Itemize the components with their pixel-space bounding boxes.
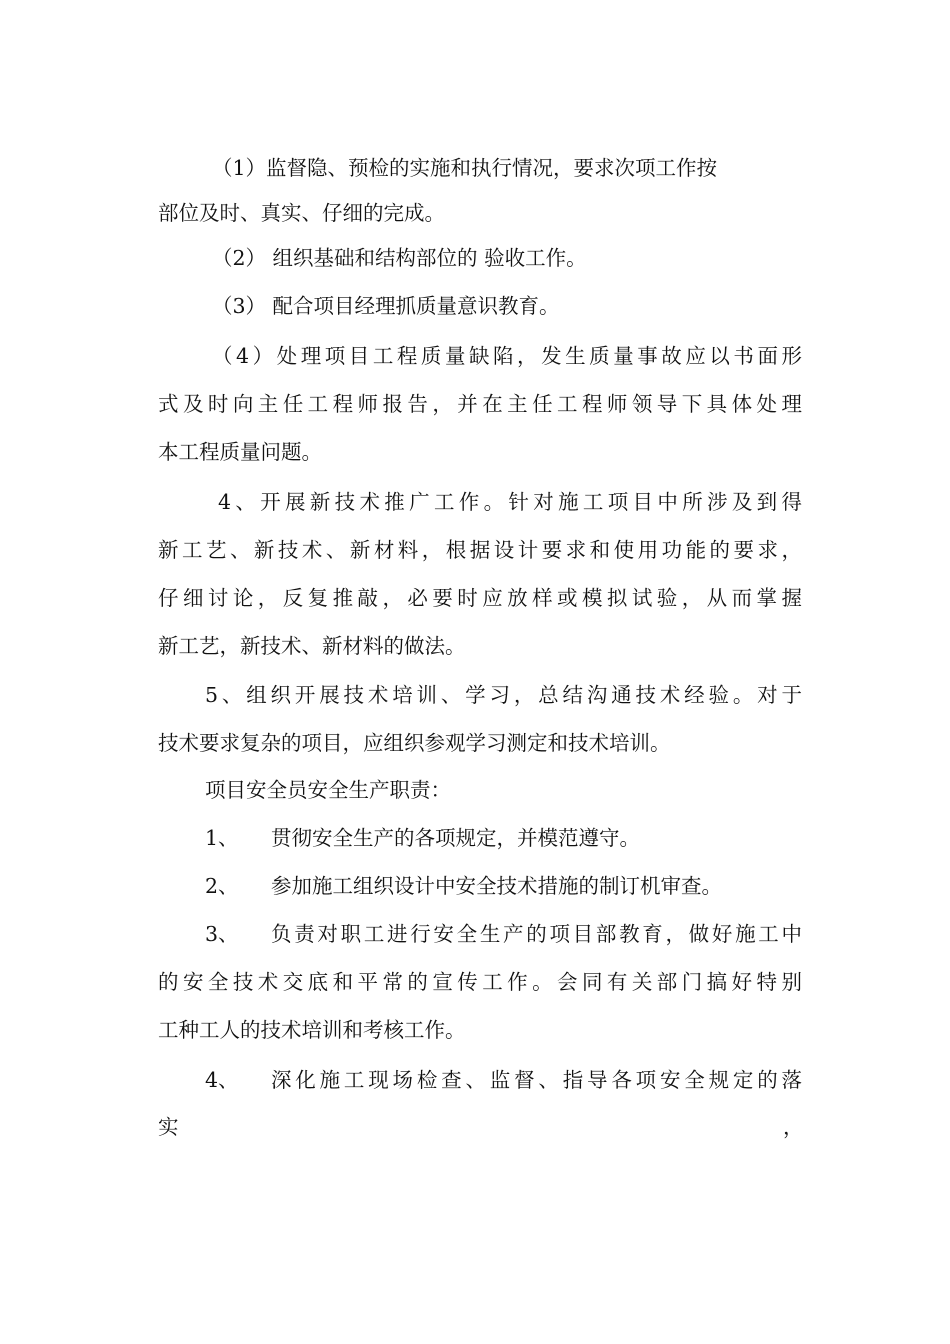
paragraph-line: 式及时向主任工程师报告，并在主任工程师领导下具体处理	[158, 392, 802, 416]
section-heading: 项目安全员安全生产职责：	[205, 778, 451, 802]
list-number: 2、	[205, 874, 239, 898]
list-item-text: 参加施工组织设计中安全技术措施的制订机审查。	[271, 874, 722, 898]
paragraph-line: 本工程质量问题。	[158, 440, 322, 464]
paragraph-line: 新工艺，新技术、新材料的做法。	[158, 634, 466, 658]
list-item	[205, 920, 802, 948]
paragraph-line: 4、开展新技术推广工作。针对施工项目中所涉及到得	[218, 490, 802, 514]
paragraph-line: 的安全技术交底和平常的宣传工作。会同有关部门搞好特别	[158, 970, 802, 994]
paragraph-line: 5、组织开展技术培训、学习，总结沟通技术经验。对于	[205, 683, 802, 707]
list-item	[205, 824, 640, 852]
paragraph-line: 仔细讨论，反复推敲，必要时应放样或模拟试验，从而掌握	[158, 586, 802, 610]
list-item	[205, 1066, 802, 1094]
paragraph-line: 实	[158, 1115, 179, 1139]
list-number: 3、	[205, 922, 239, 946]
list-item-text: 贯彻安全生产的各项规定，并模范遵守。	[271, 826, 640, 850]
paragraph-line: 新工艺、新技术、新材料，根据设计要求和使用功能的要求，	[158, 538, 802, 562]
list-number: 1、	[205, 826, 239, 850]
trailing-comma: ，	[783, 1115, 804, 1139]
paragraph-line: 工种工人的技术培训和考核工作。	[158, 1018, 466, 1042]
paragraph-line: 技术要求复杂的项目，应组织参观学习测定和技术培训。	[158, 731, 671, 755]
paragraph-line: （3） 配合项目经理抓质量意识教育。	[212, 294, 560, 318]
paragraph-line: 部位及时、真实、仔细的完成。	[158, 201, 445, 225]
list-item-text: 负责对职工进行安全生产的项目部教育，做好施工中	[271, 922, 802, 946]
paragraph-line: （2） 组织基础和结构部位的 验收工作。	[212, 246, 587, 270]
paragraph-line: （4）处理项目工程质量缺陷，发生质量事故应以书面形	[212, 344, 802, 368]
list-number: 4、	[205, 1068, 239, 1092]
list-item	[205, 872, 722, 900]
list-item-text: 深化施工现场检查、监督、指导各项安全规定的落	[271, 1068, 802, 1092]
paragraph-line: （1）监督隐、预检的实施和执行情况，要求次项工作按	[212, 156, 718, 180]
